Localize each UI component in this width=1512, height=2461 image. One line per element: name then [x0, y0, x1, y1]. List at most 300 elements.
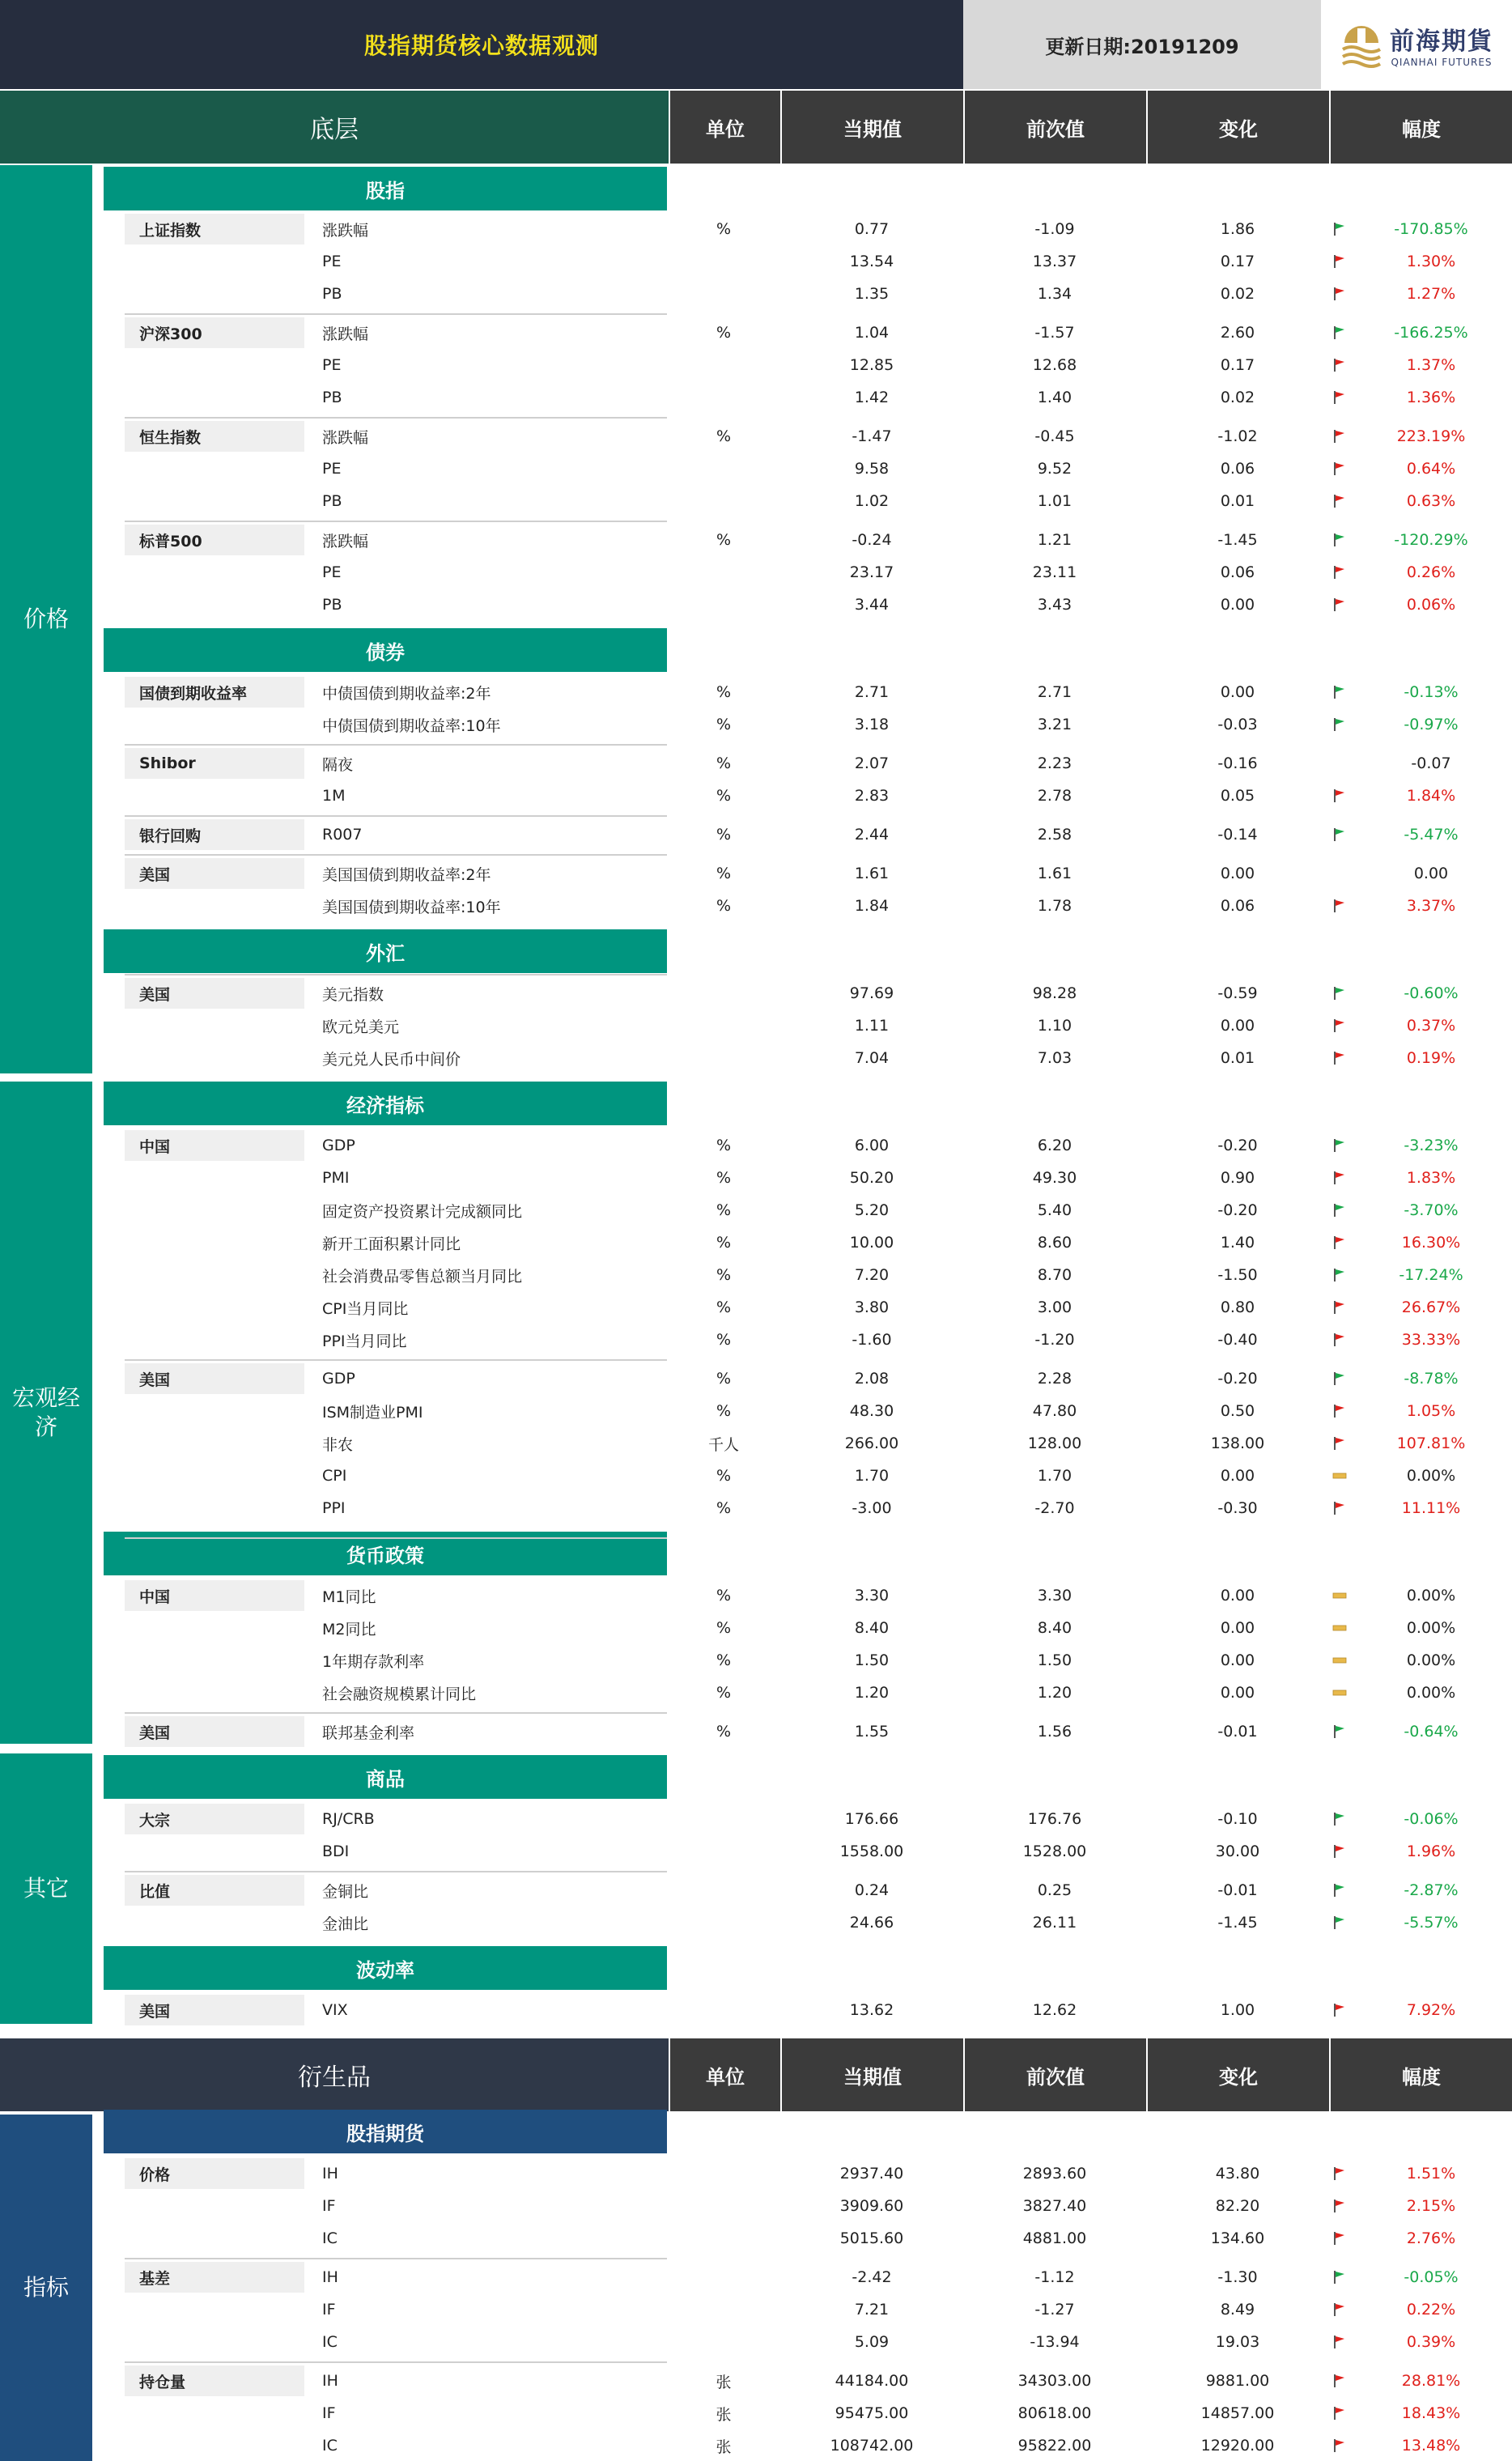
- green-flag-icon: [1332, 1268, 1347, 1282]
- current-value: 1.42: [854, 389, 890, 406]
- amplitude-value: -3.70%: [1404, 1201, 1459, 1219]
- table-row: [0, 2190, 1512, 2222]
- unit-cell: %: [716, 1169, 732, 1187]
- trend-flag: [1329, 708, 1350, 741]
- change-value: 0.00: [1220, 1684, 1255, 1702]
- indicator-name: IH: [322, 2372, 338, 2390]
- indicator-name: 隔夜: [322, 755, 354, 774]
- trend-flag: [1329, 1803, 1350, 1835]
- current-value: 2.07: [854, 754, 890, 772]
- current-value: 3909.60: [839, 2197, 904, 2215]
- previous-value: 1528.00: [1022, 1843, 1087, 1860]
- indicator-name: IH: [322, 2165, 338, 2183]
- amplitude-value: -0.64%: [1404, 1723, 1459, 1741]
- unit-cell: [667, 245, 780, 278]
- indicator-name: VIX: [322, 2001, 348, 2019]
- row-separator: [125, 1359, 667, 1361]
- current-value: 1558.00: [839, 1843, 904, 1860]
- change-value: 138.00: [1210, 1435, 1265, 1452]
- flat-flag-icon: [1332, 1685, 1347, 1700]
- previous-value: 3.43: [1037, 596, 1072, 614]
- table-row: [0, 1835, 1512, 1868]
- previous-value: 4881.00: [1022, 2229, 1087, 2247]
- subhead-label: 货币政策: [104, 1532, 667, 1575]
- header-name: 底层: [0, 91, 669, 164]
- indicator-name: PPI: [322, 1499, 346, 1517]
- current-value: 1.50: [854, 1651, 890, 1669]
- previous-value: 47.80: [1032, 1402, 1077, 1420]
- unit-cell: [667, 977, 780, 1009]
- row-category: 大宗: [125, 1804, 304, 1834]
- change-value: 1.86: [1220, 220, 1255, 238]
- indicator-name: PE: [322, 253, 342, 270]
- table-row: [0, 2261, 1512, 2293]
- trend-flag: [1329, 1994, 1350, 2026]
- green-flag-icon: [1332, 222, 1347, 236]
- flat-flag-icon: [1332, 1653, 1347, 1668]
- unit-cell: [667, 2157, 780, 2190]
- unit-cell: %: [716, 1499, 732, 1517]
- change-value: -0.20: [1217, 1201, 1258, 1219]
- table-row: [0, 317, 1512, 349]
- unit-cell: [667, 589, 780, 621]
- table-row: [0, 1162, 1512, 1194]
- previous-value: 8.40: [1037, 1619, 1072, 1637]
- current-value: 3.80: [854, 1299, 890, 1316]
- previous-value: -1.12: [1034, 2268, 1075, 2286]
- unit-cell: [667, 278, 780, 310]
- red-flag-icon: [1332, 1501, 1347, 1515]
- current-value: -1.47: [852, 427, 892, 445]
- trend-flag: [1329, 1835, 1350, 1868]
- table-row: [0, 1803, 1512, 1835]
- title-bar: [0, 0, 1512, 89]
- trend-flag: [1329, 1362, 1350, 1395]
- header-chg: 变化: [1148, 2038, 1329, 2111]
- change-value: -0.03: [1217, 716, 1258, 733]
- unit-cell: %: [716, 324, 732, 342]
- table-row: [0, 2365, 1512, 2397]
- trend-flag: [1329, 2157, 1350, 2190]
- amplitude-value: -0.13%: [1404, 683, 1459, 701]
- table-row: [0, 1427, 1512, 1460]
- table-row: [0, 2429, 1512, 2461]
- amplitude-value: 2.76%: [1406, 2229, 1456, 2247]
- amplitude-value: -5.47%: [1404, 826, 1459, 844]
- trend-flag: [1329, 1427, 1350, 1460]
- change-value: 0.00: [1220, 1619, 1255, 1637]
- table-row: [0, 1874, 1512, 1906]
- indicator-name: 欧元兑美元: [322, 1018, 400, 1036]
- change-value: 19.03: [1215, 2333, 1260, 2351]
- change-value: 0.00: [1220, 865, 1255, 882]
- current-value: 50.20: [849, 1169, 894, 1187]
- previous-value: 98.28: [1032, 984, 1077, 1002]
- unit-cell: %: [716, 1684, 732, 1702]
- change-value: 12920.00: [1200, 2437, 1275, 2455]
- current-value: 12.85: [849, 356, 894, 374]
- change-value: 0.01: [1220, 492, 1255, 510]
- change-value: 0.06: [1220, 897, 1255, 915]
- amplitude-value: 0.00: [1413, 865, 1449, 882]
- row-separator: [125, 1712, 667, 1714]
- row-category: 上证指数: [125, 214, 304, 244]
- table-row: [0, 708, 1512, 741]
- trend-flag: [1329, 1874, 1350, 1906]
- indicator-name: 1M: [322, 787, 346, 805]
- red-flag-icon: [1332, 1844, 1347, 1859]
- red-flag-icon: [1332, 1018, 1347, 1033]
- current-value: -1.60: [852, 1331, 892, 1349]
- previous-value: 2.58: [1037, 826, 1072, 844]
- unit-cell: %: [716, 1619, 732, 1637]
- indicator-name: 社会融资规模累计同比: [322, 1685, 477, 1703]
- change-value: 0.02: [1220, 285, 1255, 303]
- indicator-name: 涨跌幅: [322, 428, 369, 447]
- indicator-name: PE: [322, 356, 342, 374]
- red-flag-icon: [1332, 1051, 1347, 1065]
- previous-value: 1.20: [1037, 1684, 1072, 1702]
- change-value: 0.06: [1220, 563, 1255, 581]
- red-flag-icon: [1332, 1404, 1347, 1418]
- red-flag-icon: [1332, 2335, 1347, 2349]
- table-row: [0, 1362, 1512, 1395]
- current-value: 23.17: [849, 563, 894, 581]
- table-row: [0, 2157, 1512, 2190]
- header-prev: 前次值: [965, 2038, 1146, 2111]
- indicator-name: 美元兑人民币中间价: [322, 1050, 461, 1069]
- unit-cell: [667, 381, 780, 414]
- amplitude-value: -17.24%: [1399, 1266, 1463, 1284]
- group-label: 宏观经济: [0, 1082, 92, 1744]
- amplitude-value: 18.43%: [1401, 2404, 1461, 2422]
- amplitude-value: -0.05%: [1404, 2268, 1459, 2286]
- amplitude-value: -166.25%: [1394, 324, 1468, 342]
- amplitude-value: 1.36%: [1406, 389, 1456, 406]
- previous-value: 176.76: [1027, 1810, 1082, 1828]
- red-flag-icon: [1332, 788, 1347, 803]
- unit-cell: %: [716, 1370, 732, 1388]
- amplitude-value: 107.81%: [1396, 1435, 1466, 1452]
- row-category: 比值: [125, 1875, 304, 1906]
- change-value: -0.01: [1217, 1723, 1258, 1741]
- row-category: 美国: [125, 1363, 304, 1394]
- trend-flag: [1329, 2397, 1350, 2429]
- amplitude-value: -0.06%: [1404, 1810, 1459, 1828]
- table-row: [0, 213, 1512, 245]
- current-value: 5.09: [854, 2333, 890, 2351]
- trend-flag: [1329, 1162, 1350, 1194]
- change-value: -0.40: [1217, 1331, 1258, 1349]
- amplitude-value: 11.11%: [1401, 1499, 1461, 1517]
- change-value: 0.00: [1220, 596, 1255, 614]
- trend-flag: [1329, 890, 1350, 922]
- flat-flag-icon: [1332, 1588, 1347, 1603]
- current-value: 176.66: [844, 1810, 899, 1828]
- red-flag-icon: [1332, 2003, 1347, 2017]
- current-value: 3.44: [854, 596, 890, 614]
- trend-flag: [1329, 1042, 1350, 1074]
- indicator-name: PE: [322, 460, 342, 478]
- trend-flag: [1329, 1677, 1350, 1709]
- logo: [1321, 0, 1512, 89]
- unit-cell: [667, 1042, 780, 1074]
- trend-flag: [1329, 1009, 1350, 1042]
- section-header: [0, 2038, 1512, 2111]
- previous-value: 128.00: [1027, 1435, 1082, 1452]
- table-row: [0, 1226, 1512, 1259]
- unit-cell: %: [716, 1651, 732, 1669]
- trend-flag: [1329, 420, 1350, 453]
- green-flag-icon: [1332, 1915, 1347, 1930]
- previous-value: 1.78: [1037, 897, 1072, 915]
- unit-cell: [667, 2190, 780, 2222]
- current-value: 2.71: [854, 683, 890, 701]
- green-flag-icon: [1332, 1724, 1347, 1739]
- subhead-label: 经济指标: [104, 1082, 667, 1125]
- change-value: 0.06: [1220, 460, 1255, 478]
- change-value: 43.80: [1215, 2165, 1260, 2183]
- amplitude-value: 7.92%: [1406, 2001, 1456, 2019]
- current-value: 5015.60: [839, 2229, 904, 2247]
- header-unit: 单位: [670, 91, 780, 164]
- indicator-name: PPI当月同比: [322, 1332, 407, 1350]
- previous-value: 1.70: [1037, 1467, 1072, 1485]
- current-value: -3.00: [852, 1499, 892, 1517]
- current-value: 1.61: [854, 865, 890, 882]
- unit-cell: %: [716, 683, 732, 701]
- indicator-name: R007: [322, 826, 363, 844]
- trend-flag: [1329, 780, 1350, 812]
- previous-value: 3.21: [1037, 716, 1072, 733]
- trend-flag: [1329, 524, 1350, 556]
- previous-value: 34303.00: [1017, 2372, 1092, 2390]
- red-flag-icon: [1332, 2231, 1347, 2246]
- row-category: 美国: [125, 978, 304, 1009]
- amplitude-value: 0.00%: [1406, 1651, 1456, 1669]
- amplitude-value: 28.81%: [1401, 2372, 1461, 2390]
- trend-flag: [1329, 676, 1350, 708]
- trend-flag: [1329, 453, 1350, 485]
- amplitude-value: 33.33%: [1401, 1331, 1461, 1349]
- header-prev: 前次值: [965, 91, 1146, 164]
- row-separator: [125, 744, 667, 746]
- change-value: -0.30: [1217, 1499, 1258, 1517]
- current-value: 3.18: [854, 716, 890, 733]
- change-value: -0.20: [1217, 1137, 1258, 1154]
- indicator-name: CPI当月同比: [322, 1299, 409, 1318]
- amplitude-value: -5.57%: [1404, 1914, 1459, 1932]
- amplitude-value: 0.00%: [1406, 1619, 1456, 1637]
- change-value: -1.02: [1217, 427, 1258, 445]
- unit-cell: [667, 2222, 780, 2255]
- table-row: [0, 1129, 1512, 1162]
- unit-cell: [667, 1009, 780, 1042]
- amplitude-value: 1.30%: [1406, 253, 1456, 270]
- trend-flag: [1329, 2429, 1350, 2461]
- amplitude-value: 0.00%: [1406, 1587, 1456, 1605]
- current-value: 3.30: [854, 1587, 890, 1605]
- amplitude-value: 0.06%: [1406, 596, 1456, 614]
- table-row: [0, 453, 1512, 485]
- amplitude-value: 1.84%: [1406, 787, 1456, 805]
- red-flag-icon: [1332, 565, 1347, 580]
- trend-flag: [1329, 2365, 1350, 2397]
- unit-cell: %: [716, 531, 732, 549]
- unit-cell: [667, 2293, 780, 2326]
- previous-value: -1.27: [1034, 2301, 1075, 2319]
- change-value: 0.02: [1220, 389, 1255, 406]
- previous-value: 1.40: [1037, 389, 1072, 406]
- row-category: 中国: [125, 1130, 304, 1161]
- row-category: 美国: [125, 1995, 304, 2025]
- indicator-name: ISM制造业PMI: [322, 1403, 423, 1422]
- amplitude-value: -0.97%: [1404, 716, 1459, 733]
- table-row: [0, 890, 1512, 922]
- indicator-name: 美国国债到期收益率:2年: [322, 865, 491, 884]
- indicator-name: IC: [322, 2333, 338, 2351]
- previous-value: -0.45: [1034, 427, 1075, 445]
- table-row: [0, 1395, 1512, 1427]
- previous-value: 23.11: [1032, 563, 1077, 581]
- amplitude-value: 0.19%: [1406, 1049, 1456, 1067]
- change-value: -0.16: [1217, 754, 1258, 772]
- trend-flag: [1329, 485, 1350, 517]
- red-flag-icon: [1332, 899, 1347, 913]
- table-row: [0, 524, 1512, 556]
- unit-cell: %: [716, 1587, 732, 1605]
- current-value: 5.20: [854, 1201, 890, 1219]
- change-value: 0.80: [1220, 1299, 1255, 1316]
- amplitude-value: 0.39%: [1406, 2333, 1456, 2351]
- table-row: [0, 1259, 1512, 1291]
- change-value: 82.20: [1215, 2197, 1260, 2215]
- previous-value: 2893.60: [1022, 2165, 1087, 2183]
- trend-flag: [1329, 1644, 1350, 1677]
- current-value: -2.42: [852, 2268, 892, 2286]
- table-row: [0, 2326, 1512, 2358]
- table-row: [0, 2222, 1512, 2255]
- indicator-name: 中债国债到期收益率:2年: [322, 684, 491, 703]
- unit-cell: %: [716, 716, 732, 733]
- row-separator: [125, 1537, 667, 1539]
- table-row: [0, 1460, 1512, 1492]
- row-category: 沪深300: [125, 317, 304, 348]
- previous-value: -2.70: [1034, 1499, 1075, 1517]
- row-separator: [125, 417, 667, 419]
- red-flag-icon: [1332, 461, 1347, 476]
- current-value: 9.58: [854, 460, 890, 478]
- row-separator: [125, 815, 667, 817]
- row-separator: [125, 521, 667, 522]
- current-value: 95475.00: [835, 2404, 909, 2422]
- previous-value: 3.30: [1037, 1587, 1072, 1605]
- unit-cell: %: [716, 1234, 732, 1252]
- trend-flag: [1329, 1715, 1350, 1748]
- table-row: [0, 420, 1512, 453]
- indicator-name: PE: [322, 563, 342, 581]
- current-value: 1.20: [854, 1684, 890, 1702]
- indicator-name: GDP: [322, 1370, 355, 1388]
- header-chg: 变化: [1148, 91, 1329, 164]
- previous-value: -1.20: [1034, 1331, 1075, 1349]
- indicator-name: IH: [322, 2268, 338, 2286]
- unit-cell: %: [716, 220, 732, 238]
- current-value: 13.62: [849, 2001, 894, 2019]
- change-value: -1.50: [1217, 1266, 1258, 1284]
- trend-flag: [1329, 1291, 1350, 1324]
- header-unit: 单位: [670, 2038, 780, 2111]
- row-separator: [125, 1871, 667, 1872]
- row-category: 基差: [125, 2262, 304, 2293]
- current-value: 48.30: [849, 1402, 894, 1420]
- trend-flag: [1329, 2261, 1350, 2293]
- indicator-name: RJ/CRB: [322, 1810, 375, 1828]
- change-value: 0.00: [1220, 1467, 1255, 1485]
- header-cur: 当期值: [782, 91, 963, 164]
- current-value: 6.00: [854, 1137, 890, 1154]
- indicator-name: IF: [322, 2197, 336, 2215]
- amplitude-value: -170.85%: [1394, 220, 1468, 238]
- unit-cell: %: [716, 787, 732, 805]
- current-value: 1.84: [854, 897, 890, 915]
- change-value: 1.40: [1220, 1234, 1255, 1252]
- change-value: -1.45: [1217, 1914, 1258, 1932]
- header-amp: 幅度: [1331, 2038, 1512, 2111]
- trend-flag: [1329, 1460, 1350, 1492]
- current-value: 24.66: [849, 1914, 894, 1932]
- indicator-name: 固定资产投资累计完成额同比: [322, 1202, 523, 1221]
- change-value: 1.00: [1220, 2001, 1255, 2019]
- unit-cell: %: [716, 1201, 732, 1219]
- green-flag-icon: [1332, 1812, 1347, 1826]
- previous-value: 2.71: [1037, 683, 1072, 701]
- previous-value: 12.62: [1032, 2001, 1077, 2019]
- trend-flag: [1329, 2222, 1350, 2255]
- unit-cell: [667, 2261, 780, 2293]
- group-label: 价格: [0, 165, 92, 1073]
- green-flag-icon: [1332, 1371, 1347, 1386]
- amplitude-value: 1.83%: [1406, 1169, 1456, 1187]
- unit-cell: 千人: [707, 1435, 739, 1454]
- previous-value: -13.94: [1030, 2333, 1080, 2351]
- red-flag-icon: [1332, 2374, 1347, 2388]
- row-category: 恒生指数: [125, 421, 304, 452]
- indicator-name: 涨跌幅: [322, 325, 369, 343]
- current-value: 1.04: [854, 324, 890, 342]
- green-flag-icon: [1332, 1203, 1347, 1218]
- unit-cell: %: [716, 754, 732, 772]
- change-value: 0.00: [1220, 683, 1255, 701]
- change-value: 134.60: [1210, 2229, 1265, 2247]
- indicator-name: 联邦基金利率: [322, 1724, 415, 1742]
- indicator-name: 美国国债到期收益率:10年: [322, 898, 501, 916]
- indicator-name: 金铜比: [322, 1882, 369, 1901]
- red-flag-icon: [1332, 1436, 1347, 1451]
- trend-flag: [1329, 589, 1350, 621]
- table-row: [0, 1612, 1512, 1644]
- trend-flag: [1329, 1395, 1350, 1427]
- table-row: [0, 1492, 1512, 1524]
- table-row: [0, 1994, 1512, 2026]
- indicator-name: PMI: [322, 1169, 350, 1187]
- amplitude-value: -3.23%: [1404, 1137, 1459, 1154]
- row-category: 持仓量: [125, 2365, 304, 2396]
- indicator-name: PB: [322, 596, 342, 614]
- amplitude-value: 0.00%: [1406, 1684, 1456, 1702]
- trend-flag: [1329, 1129, 1350, 1162]
- green-flag-icon: [1332, 717, 1347, 732]
